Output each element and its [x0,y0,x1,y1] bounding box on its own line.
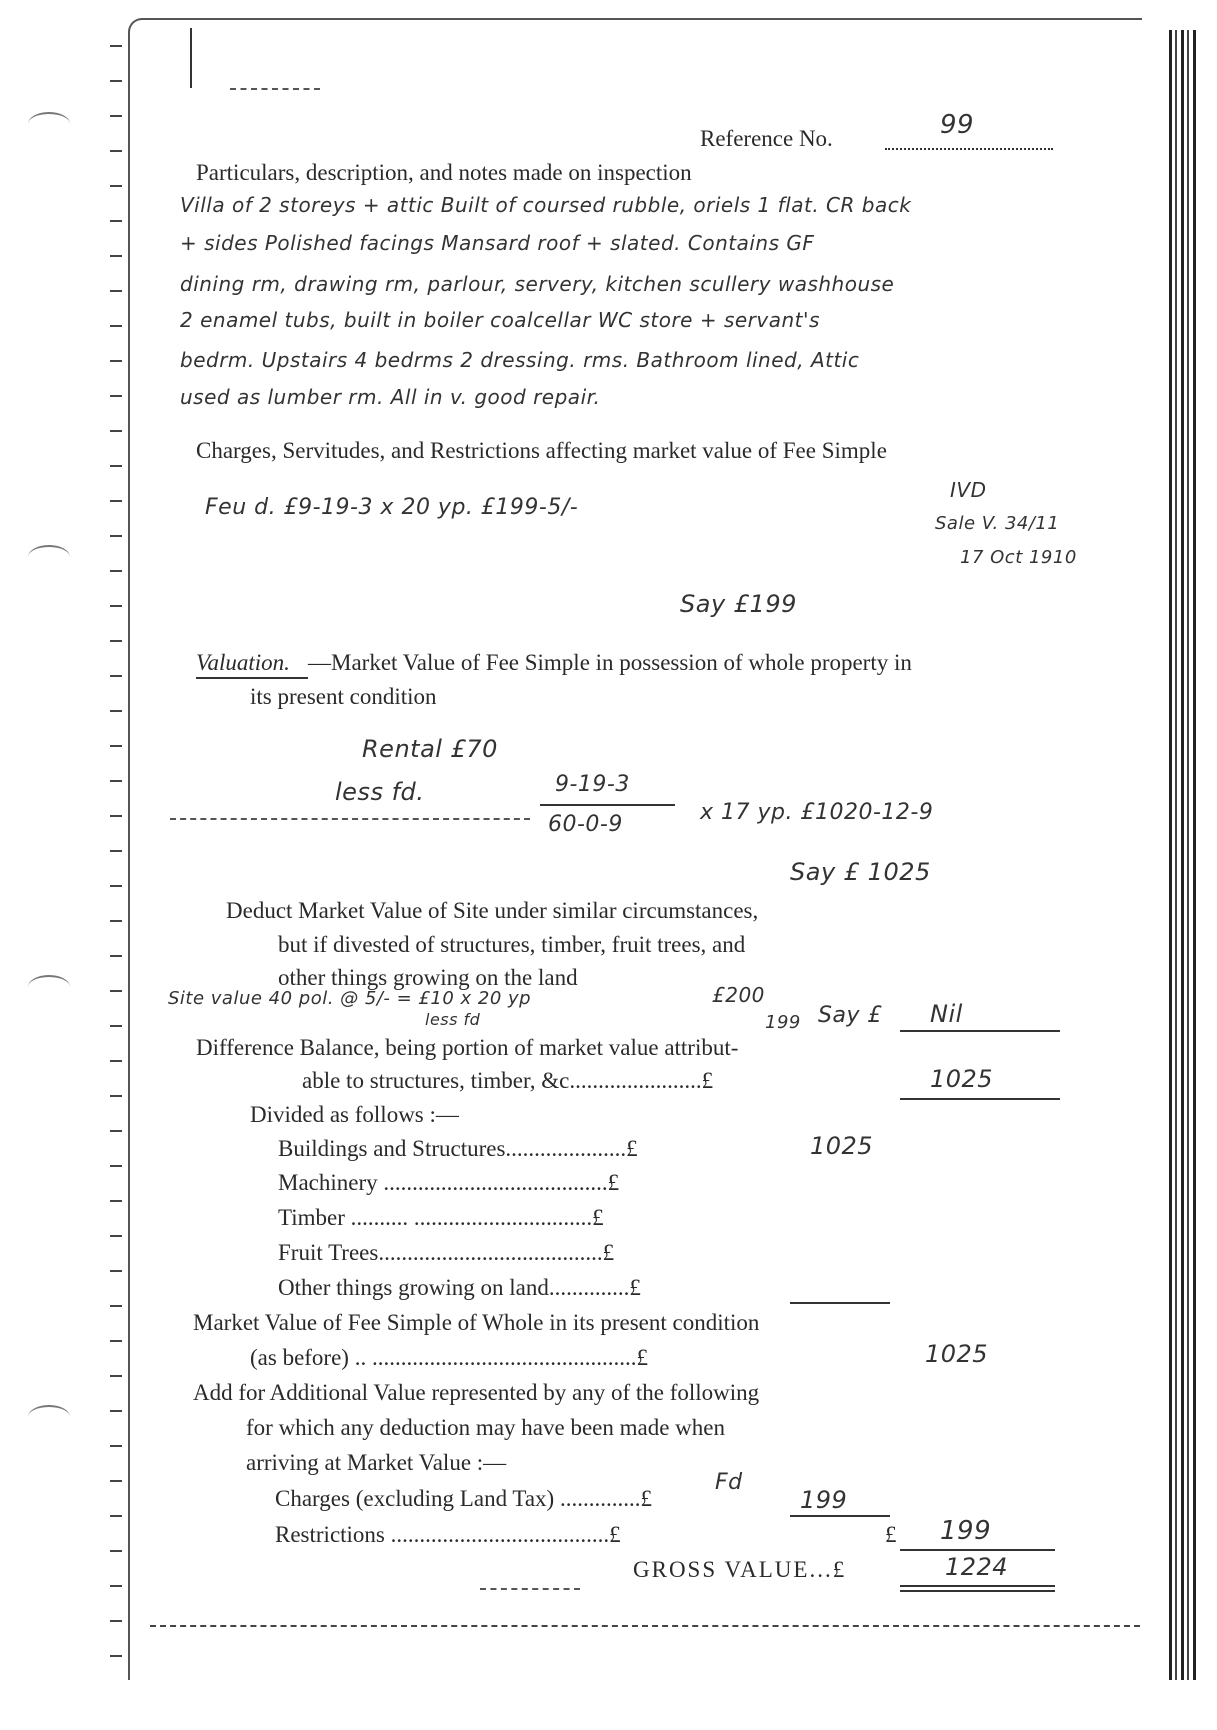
market-value-text: (as before) .. ..............................................£ [250,1345,648,1370]
margin-tick [110,185,122,187]
punch-hole [28,1405,70,1429]
restrictions-item: Restrictions ......................................£ [275,1522,621,1547]
charges-heading: Charges, Servitudes, and Restrictions affecting market value of Fee Simple [196,438,887,463]
margin-tick [110,745,122,747]
result-rule [900,1098,1060,1100]
margin-tick [110,1340,122,1342]
charges-say: Say £199 [680,590,797,618]
margin-tick [110,570,122,572]
particulars-line: bedrm. Upstairs 4 bedrms 2 dressing. rms. Bathroom lined, Attic [180,348,860,372]
site-less-fd: less fd [425,1010,481,1029]
difference-text: able to structures, timber, &c.......................£ [302,1068,714,1093]
punch-hole [28,112,70,136]
site-value-note: Site value 40 pol. @ 5/- = £10 x 20 yp [168,988,532,1009]
total-rule [900,1590,1055,1592]
margin-tick [110,815,122,817]
margin-tick [110,430,122,432]
particulars-line: used as lumber rm. All in v. good repair. [180,385,601,409]
result-rule [900,1030,1060,1032]
margin-tick [110,500,122,502]
margin-tick [110,535,122,537]
margin-tick [110,150,122,152]
site-say: Say £ [818,1003,882,1028]
site-199: 199 [765,1012,801,1033]
margin-tick [110,465,122,467]
valuation-underline [196,677,308,679]
reference-line [885,148,1053,151]
item-label: Other things growing on land..............£ [278,1275,641,1300]
particulars-line: dining rm, drawing rm, parlour, servery, kitchen scullery washhouse [180,272,895,296]
side-note: IVD [950,478,987,502]
particulars-line: Villa of 2 storeys + attic Built of coursed rubble, oriels 1 flat. CR back [180,193,912,217]
margin-tick [110,780,122,782]
margin-tick [110,45,122,47]
margin-tick [110,1620,122,1622]
deduct-text: but if divested of structures, timber, fruit trees, and [278,932,746,957]
margin-tick [110,1165,122,1167]
site-result: Nil [930,1000,963,1028]
charges-note: Feu d. £9-19-3 x 20 yp. £199-5/- [205,495,579,520]
margin-tick [110,1200,122,1202]
side-note: 17 Oct 1910 [960,547,1077,568]
add-text: for which any deduction may have been made when [246,1415,725,1440]
margin-tick [110,1060,122,1062]
less-fd: less fd. [335,778,425,806]
margin-tick [110,290,122,292]
add-text: Add for Additional Value represented by any of the following [193,1380,760,1405]
dash-rule [230,88,320,90]
total-rule [900,1585,1055,1587]
side-note: Sale V. 34/11 [935,513,1060,534]
margin-tick [110,1235,122,1237]
margin-tick [110,1375,122,1377]
margin-tick [110,1130,122,1132]
item-value: 1025 [810,1132,874,1160]
bottom-rule [150,1625,1140,1627]
market-value-value: 1025 [925,1340,989,1368]
particulars-line: 2 enamel tubs, built in boiler coalcellar WC store + servant's [180,308,820,332]
binding-edge [1169,30,1199,1680]
subtotal-rule [790,1515,890,1517]
margin-tick [110,640,122,642]
margin-tick [110,920,122,922]
margin-tick [110,850,122,852]
reference-value: 99 [940,110,975,140]
site-200: £200 [712,983,765,1007]
margin-tick [110,1585,122,1587]
particulars-line: + sides Polished facings Mansard roof + slated. Contains GF [180,231,815,255]
margin-tick [110,1410,122,1412]
margin-tick [110,1445,122,1447]
margin-tick [110,80,122,82]
margin-tick [110,1515,122,1517]
subtotal-rule [790,1302,890,1304]
gross-label: GROSS VALUE...£ [633,1557,847,1582]
margin-tick [110,955,122,957]
item-label: Timber .......... ...............................£ [278,1205,604,1230]
dash-rule [170,818,530,820]
margin-tick [110,990,122,992]
item-label: Fruit Trees.......................................£ [278,1240,615,1265]
margin-tick [110,115,122,117]
fd-rule [540,804,675,806]
margin-tick [110,395,122,397]
punch-hole [28,545,70,569]
restrictions-total: 199 [940,1516,992,1546]
valuation-text-2: its present condition [250,684,437,709]
difference-text: Difference Balance, being portion of market value attribut- [196,1035,739,1060]
margin-tick [110,675,122,677]
total-rule [900,1549,1055,1551]
margin-tick [110,325,122,327]
fd-amount: 9-19-3 [555,772,630,797]
margin-tick [110,360,122,362]
margin-tick [110,1025,122,1027]
margin-rule [190,28,192,88]
charges-item-note: Fd [715,1470,743,1495]
item-label: Buildings and Structures.....................£ [278,1136,638,1161]
margin-tick [110,1305,122,1307]
margin-tick [110,1480,122,1482]
add-text: arriving at Market Value :— [246,1450,507,1475]
valuation-label: Valuation. [196,650,290,675]
margin-tick [110,220,122,222]
margin-tick [110,1270,122,1272]
gross-value: 1224 [945,1553,1009,1581]
reference-label: Reference No. [700,126,833,151]
margin-tick [110,255,122,257]
market-value-text: Market Value of Fee Simple of Whole in its present condition [193,1310,760,1335]
valuation-calc: x 17 yp. £1020-12-9 [700,800,934,825]
say-value: Say £ 1025 [790,858,931,886]
margin-tick [110,605,122,607]
deduct-text: Deduct Market Value of Site under similar circumstances, [226,898,759,923]
rental: Rental £70 [362,735,498,763]
margin-tick [110,1550,122,1552]
particulars-heading: Particulars, description, and notes made on inspection [196,160,692,185]
margin-tick [110,885,122,887]
margin-tick [110,1095,122,1097]
restrictions-pound: £ [885,1522,897,1547]
difference-value: 1025 [930,1065,994,1093]
valuation-text: —Market Value of Fee Simple in possession of whole property in [308,650,912,675]
item-label: Machinery .......................................£ [278,1170,620,1195]
dash-rule [480,1588,580,1590]
punch-hole [28,975,70,999]
deduct-text: other things growing on the land [278,965,578,990]
charges-item-value: 199 [800,1486,848,1514]
margin-tick [110,710,122,712]
fd-net: 60-0-9 [548,812,623,837]
charges-item: Charges (excluding Land Tax) ..............£ [275,1486,652,1511]
divided-heading: Divided as follows :— [250,1102,459,1127]
margin-tick [110,1655,122,1657]
